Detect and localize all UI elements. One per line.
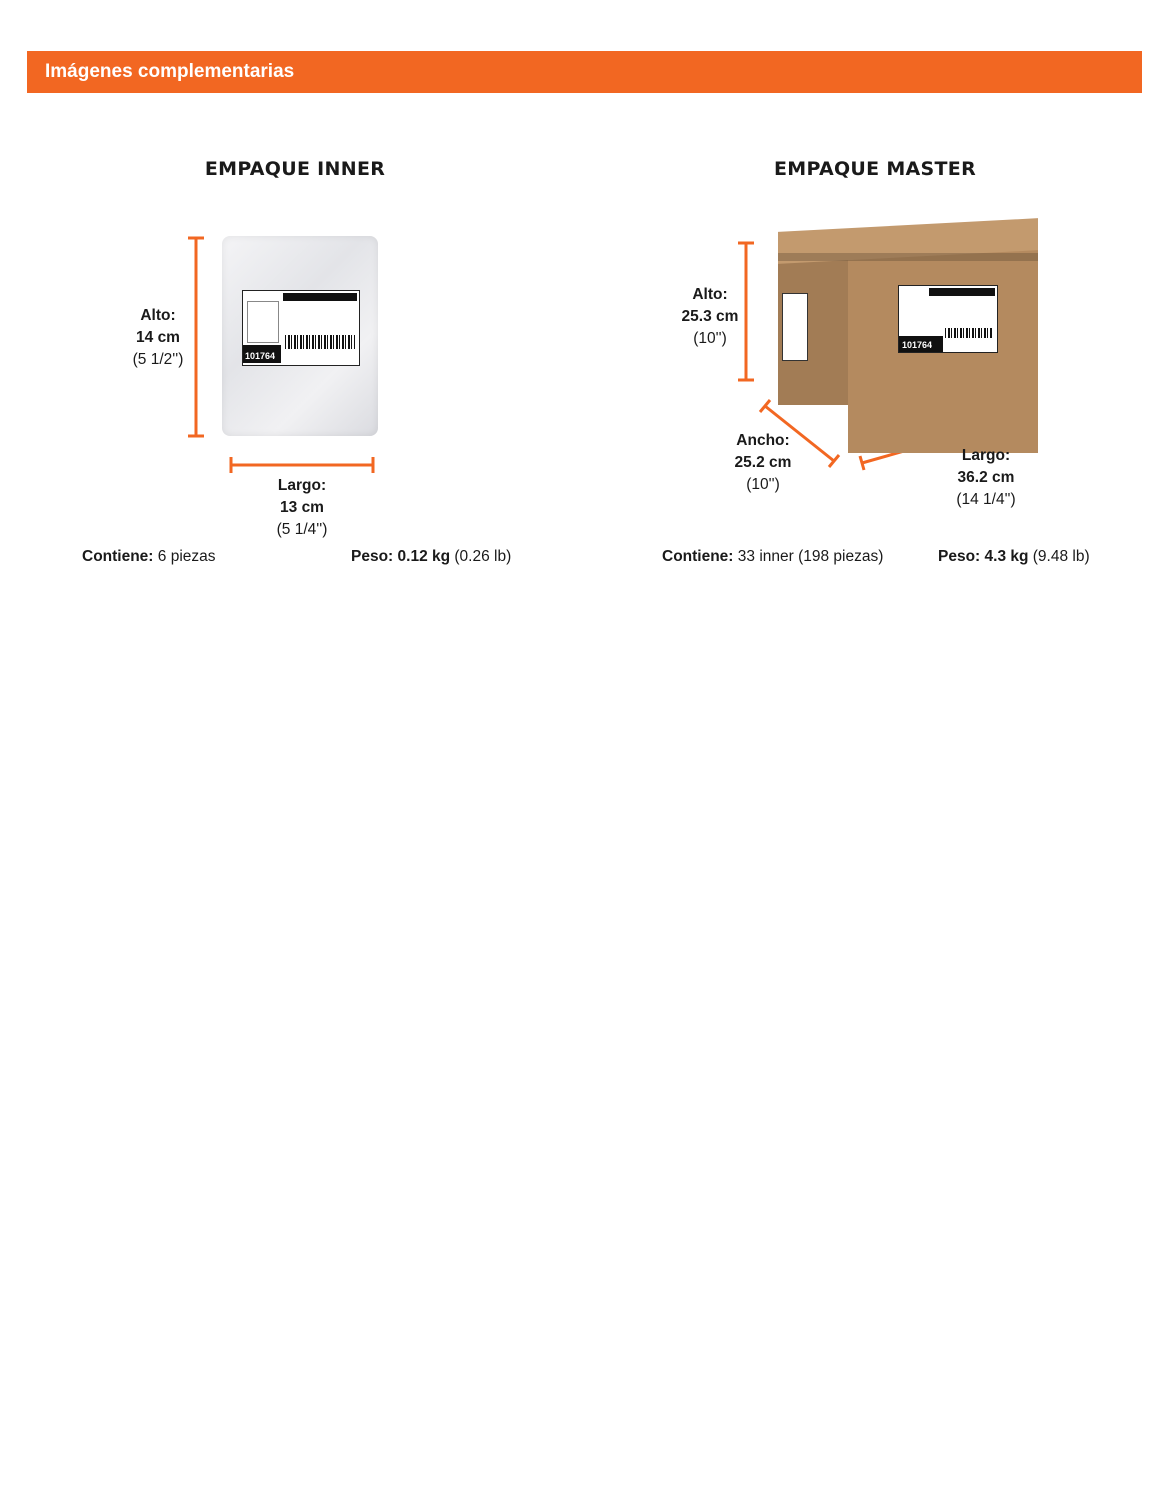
inner-largo-inches: (5 1/4'') <box>276 521 328 538</box>
inner-largo-text <box>252 475 352 541</box>
inner-contiene <box>82 548 216 566</box>
master-title: EMPAQUE MASTER <box>773 158 976 180</box>
barcode <box>945 328 993 338</box>
inner-peso-value: 0.12 kg <box>397 548 451 565</box>
master-alto-inches: (10'') <box>693 330 727 347</box>
inner-title: EMPAQUE INNER <box>204 158 386 180</box>
inner-alto-text <box>108 305 208 371</box>
box-tape <box>778 253 1038 261</box>
section-banner: Imágenes complementarias <box>27 51 1142 93</box>
master-contiene <box>662 548 883 566</box>
master-ancho-value: 25.2 cm <box>734 454 792 471</box>
inner-peso-label: Peso: <box>351 548 398 565</box>
inner-largo-value: 13 cm <box>280 499 324 516</box>
master-alto-label: Alto: <box>692 286 728 303</box>
master-largo-cap-a <box>860 456 864 470</box>
inner-contiene-label: Contiene: <box>82 548 154 565</box>
inner-peso-lb: (0.26 lb) <box>450 548 512 565</box>
master-ancho-inches: (10'') <box>746 476 780 493</box>
master-largo-inches: (14 1/4'') <box>956 491 1016 508</box>
inner-alto-value: 14 cm <box>136 329 180 346</box>
master-peso-label: Peso: <box>938 548 985 565</box>
master-peso <box>938 548 1090 566</box>
code-tag <box>899 336 943 352</box>
inner-alto-label: Alto: <box>140 307 176 324</box>
master-box-image <box>778 215 1038 440</box>
product-code: 101764 <box>902 340 933 350</box>
master-largo-text <box>936 445 1036 511</box>
master-ancho-label: Ancho: <box>736 432 790 449</box>
inner-contiene-value: 6 piezas <box>153 548 216 565</box>
master-contiene-label: Contiene: <box>662 548 734 565</box>
box-side-label <box>782 293 808 361</box>
product-code: 101764 <box>245 351 276 361</box>
master-alto-text <box>660 284 760 350</box>
inner-peso <box>351 548 511 566</box>
master-largo-value: 36.2 cm <box>957 469 1015 486</box>
master-product-label <box>898 285 998 353</box>
master-largo-label: Largo: <box>961 447 1011 464</box>
inner-largo-label: Largo: <box>277 477 327 494</box>
master-ancho-text <box>713 430 813 496</box>
inner-alto-inches: (5 1/2'') <box>132 351 184 368</box>
master-contiene-value: 33 inner (198 piezas) <box>733 548 884 565</box>
master-peso-value: 4.3 kg <box>984 548 1029 565</box>
master-peso-lb: (9.48 lb) <box>1028 548 1090 565</box>
master-alto-value: 25.3 cm <box>681 308 739 325</box>
brand-bar <box>929 288 995 296</box>
